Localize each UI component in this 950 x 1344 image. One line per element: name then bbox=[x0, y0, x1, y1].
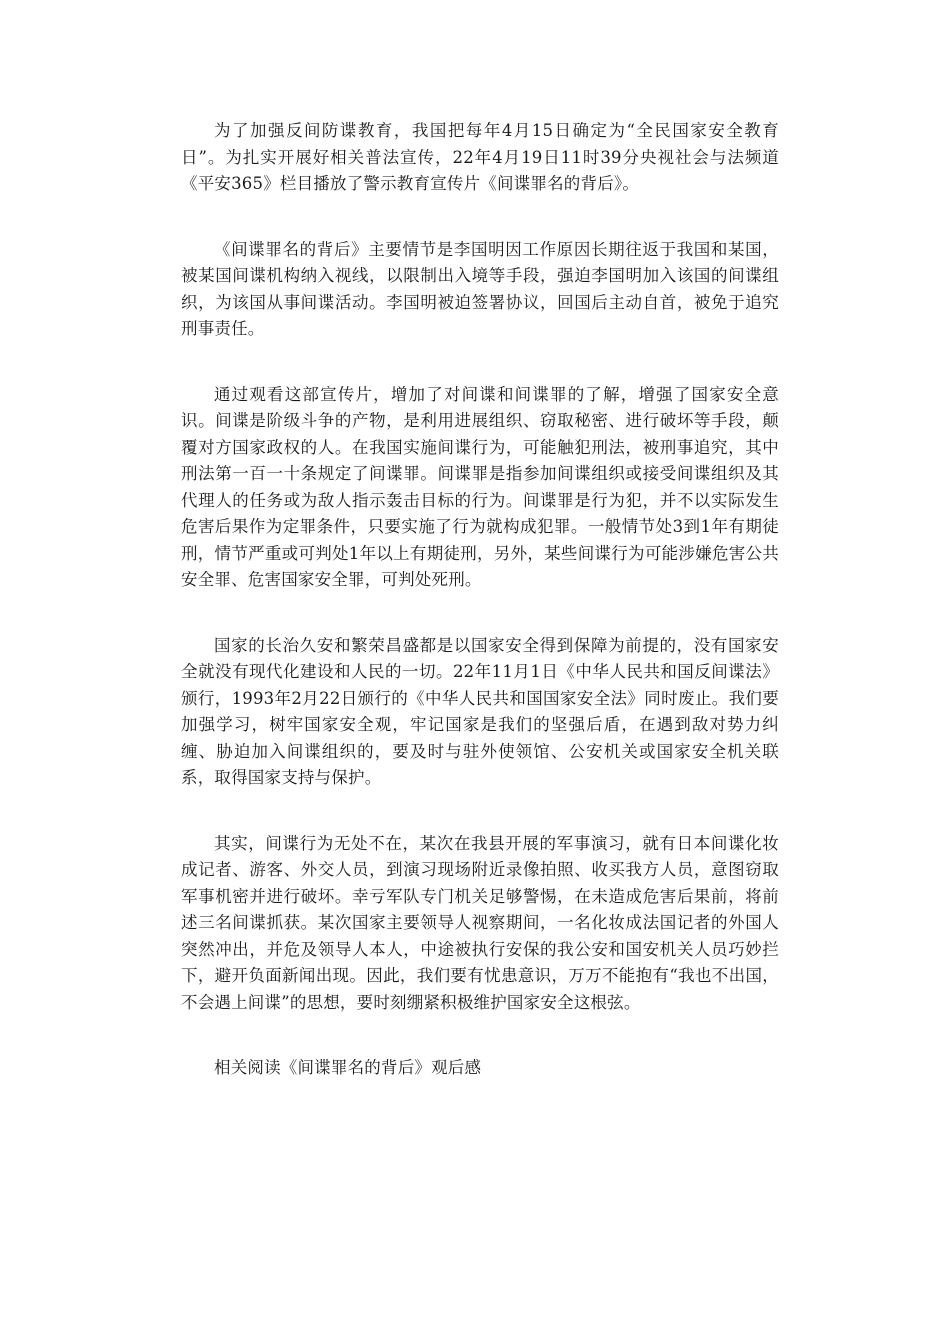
paragraph-national-security: 国家的长治久安和繁荣昌盛都是以国家安全得到保障为前提的，没有国家安全就没有现代化建设和人民的一切。22年11月1日《中华人民共和国反间谍法》颁行，1993年2月22日颁行的《中华人民共和国国家安全法》同时废止。我们要加强学习，树牢国家安全观，牢记国家是我们的坚强后盾，在遇到敌对势力纠缠、胁迫加入间谍组织的，要及时与驻外使领馆、公安机关或国家安全机关联系，取得国家支持与保护。 bbox=[181, 635, 779, 787]
paragraph-plot: 《间谍罪名的背后》主要情节是李国明因工作原因长期往返于我国和某国，被某国间谍机构纳入视线，以限制出入境等手段，强迫李国明加入该国的间谍组织，为该国从事间谍活动。李国明被迫签署协议，回国后主动自首，被免于追究刑事责任。 bbox=[181, 239, 779, 338]
document-body bbox=[181, 118, 779, 1082]
paragraph-espionage-law: 通过观看这部宣传片，增加了对间谍和间谍罪的了解，增强了国家安全意识。间谍是阶级斗争的产物，是利用进展组织、窃取秘密、进行破坏等手段，颠覆对方国家政权的人。在我国实施间谍行为，可能触犯刑法，被刑事追究，其中刑法第一百一十条规定了间谍罪。间谍罪是指参加间谍组织或接受间谍组织及其代理人的任务或为敌人指示轰击目标的行为。间谍罪是行为犯，并不以实际发生危害后果作为定罪条件，只要实施了行为就构成犯罪。一般情节处3到1年有期徒刑，情节严重或可判处1年以上有期徒刑，另外，某些间谍行为可能涉嫌危害公共安全罪、危害国家安全罪，可判处死刑。 bbox=[181, 384, 779, 589]
paragraph-examples: 其实，间谍行为无处不在，某次在我县开展的军事演习，就有日本间谍化妆成记者、游客、外交人员，到演习现场附近录像拍照、收买我方人员，意图窃取军事机密并进行破坏。幸亏军队专门机关足够警惕，在未造成危害后果前，将前述三名间谍抓获。某次国家主要领导人视察期间，一名化妆成法国记者的外国人突然冲出，并危及领导人本人，中途被执行安保的我公安和国安机关人员巧妙拦下，避开负面新闻出现。因此，我们要有忧患意识，万万不能抱有“我也不出国，不会遇上间谍”的思想，要时刻绷紧积极维护国家安全这根弦。 bbox=[181, 833, 779, 1012]
paragraph-related-reading: 相关阅读《间谍罪名的背后》观后感 bbox=[214, 1058, 482, 1077]
paragraph-intro: 为了加强反间防谍教育，我国把每年4月15日确定为“全民国家安全教育日”。为扎实开展好相关普法宣传，22年4月19日11时39分央视社会与法频道《平安365》栏目播放了警示教育宣传片《间谍罪名的背后》。 bbox=[181, 121, 779, 193]
